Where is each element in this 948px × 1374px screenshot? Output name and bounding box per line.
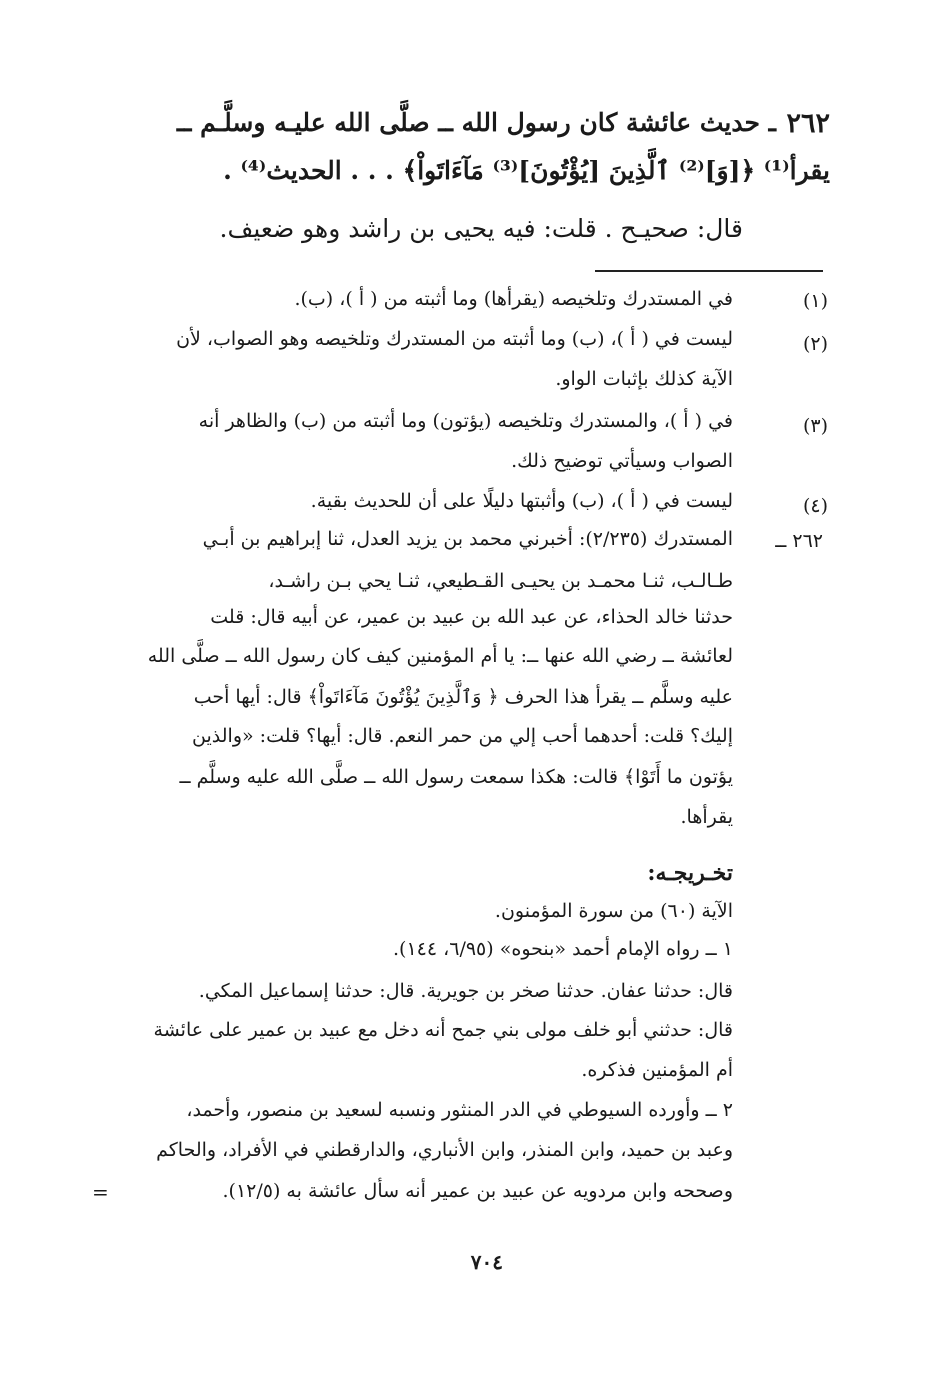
takhrij-line: أم المؤمنين فذكره. [581,1059,733,1081]
hadith-line: المستدرك (٢/٢٣٥): أخبرني محمد بن يزيد العدل، ثنا إبراهيم بن أبـي [202,528,733,550]
page-number: ٧٠٤ [470,1250,503,1274]
takhrij-line: وعبد بن حميد، وابن المنذر، وابن الأنباري، والدارقطني في الأفراد، والحاكم [156,1139,733,1161]
footnote-text: ليست في ( أ )، (ب) وأثبتها دليلًا على أن للحديث بقية. [310,490,733,512]
header-line-2: يقرأ⁽¹⁾ ﴿[وَ]⁽²⁾ ٱلَّذِينَ [يُؤْتُونَ]⁽³⁾ مَآءَاتَواْ﴾ . . . الحديث⁽⁴⁾ . [223,156,830,185]
hadith-line: يقرأها. [680,806,733,828]
hadith-line: يؤتون ما أَتَوْا﴾ قالت: هكذا سمعت رسول الله ــ صلَّى الله عليه وسلَّم ــ [179,766,733,788]
header-line-3: قال: صحيـح . قلت: فيه يحيى بن راشد وهو ضعيف. [219,214,743,243]
takhrij-line: الآية (٦٠) من سورة المؤمنون. [494,900,733,922]
takhrij-line: ٢ ــ وأورده السيوطي في الدر المنثور ونسبه لسعيد بن منصور، وأحمد، [186,1099,733,1121]
footnote-number: (٤) [802,495,828,517]
takhrij-line: ١ ــ رواه الإمام أحمد «بنحوه» (٦/٩٥، ١٤٤). [393,938,733,960]
footnote-text: الآية كذلك بإثبات الواو. [555,368,733,390]
footnote-number: (٢) [802,333,828,355]
hadith-line: إليك؟ قلت: أحدهما أحب إلي من حمر النعم. قال: أيها؟ قلت: «والذين [192,725,733,747]
hadith-number: ٢٦٢ ــ [775,530,823,552]
footnote-number: (٣) [802,415,828,437]
footnote-text: ليست في ( أ )، (ب) وما أثبته من المستدرك وتلخيصه وهو الصواب، لأن [176,328,733,350]
hadith-line: طـالـب، ثنـا محمـد بن يحيـى القـطيعي، ثنـا يحي بـن راشـد، [268,570,733,592]
footnote-text: الصواب وسيأتي توضيح ذلك. [511,450,733,472]
hadith-line: عليه وسلَّم ــ يقرأ هذا الحرف ﴿ وَٱلَّذِينَ يُؤْتُونَ مَآءَاتَواْ﴾ قال: أيها أحب [193,686,733,708]
takhrij-line: وصححه وابن مردويه عن عبيد بن عمير أنه سأل عائشة به (١٢/٥). [222,1180,733,1202]
footnote-text: في ( أ )، والمستدرك وتلخيصه (يؤتون) وما أثبته من (ب) والظاهر أنه [198,410,733,432]
hadith-line: لعائشة ــ رضي الله عنها ــ: يا أم المؤمنين كيف كان رسول الله ــ صلَّى الله [147,645,733,667]
footnote-text: في المستدرك وتلخيصه (يقرأها) وما أثبته من ( أ )، (ب). [294,288,733,310]
header-line-1: ـ حديث عائشة كان رسول الله ــ صلَّى الله عليـه وسلَّـم ــ [176,108,776,137]
footnote-divider [595,270,823,272]
takhrij-line: قال: حدثنا عفان. حدثنا صخر بن جويرية. قال: حدثنا إسماعيل المكي. [198,980,733,1002]
hadith-number-header: ٢٦٢ [786,108,830,139]
takhrij-heading: تخـريجـه: [647,860,733,886]
footnote-number: (١) [802,290,828,312]
hadith-line: حدثنا خالد الحذاء، عن عبد الله بن عبيد بن عمير، عن أبيه قال: قلت [210,606,733,628]
continuation-mark: = [92,1180,109,1204]
takhrij-line: قال: حدثني أبو خلف مولى بني جمح أنه دخل مع عبيد بن عمير على عائشة [153,1019,733,1041]
